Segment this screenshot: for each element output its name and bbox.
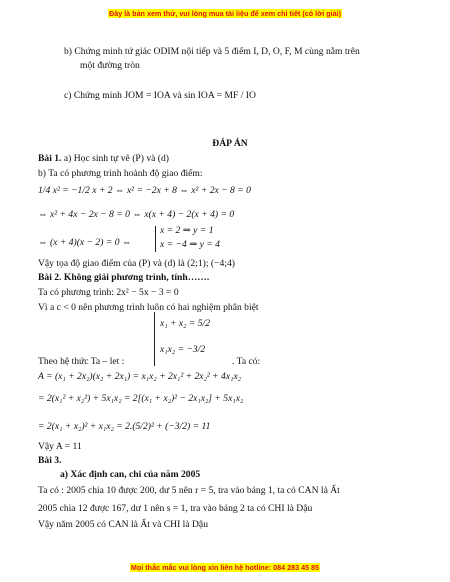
vieta-product: x₁x₂ = −3/2 xyxy=(160,344,206,355)
vieta-bracket xyxy=(154,312,155,366)
bai3-line3: Vậy năm 2005 có CAN là Ất và CHI là Dậu xyxy=(38,519,208,530)
bai1-title: Bài 1. xyxy=(38,153,62,164)
vieta-intro: Theo hệ thức Ta – let : xyxy=(38,356,125,367)
bai1-part-b: b) Ta có phương trình hoành độ giao điểm: xyxy=(38,168,203,179)
bai1-eq1: 1/4 x² = −1/2 x + 2 ⇔ x² = −2x + 8 ⇔ x² + 2x − 8 = 0 xyxy=(38,185,251,196)
question-c-line: c) Chứng minh JOM = IOA và sin IOA = MF / IO xyxy=(64,90,256,101)
bai3-line1: Ta có : 2005 chia 10 được 200, dư 5 nên r = 5, tra vào bảng 1, ta có CAN là Ất xyxy=(38,485,340,496)
bai2-equation: Ta có phương trình: 2x² − 5x − 3 = 0 xyxy=(38,287,179,298)
bai1-case1: x = 2 ⇒ y = 1 xyxy=(160,225,214,236)
bai3-line2: 2005 chia 12 được 167, dư 1 nên s = 1, tra vào bảng 2 ta có CHI là Dậu xyxy=(38,503,313,514)
bai2-A-line1: A = (x₁ + 2x₂)(x₂ + 2x₁) = x₁x₂ + 2x₁² + 2x₂² + 4x₁x₂ xyxy=(38,371,242,382)
bai2-result: Vậy A = 11 xyxy=(38,441,82,452)
question-b-line1: b) Chứng minh tứ giác ODIM nội tiếp và 5 điểm I, D, O, F, M cùng nằm trên xyxy=(64,46,360,57)
preview-banner: Đây là bản xem thử, vui lòng mua tài liệu để xem chi tiết (có lời giải) xyxy=(109,9,341,18)
bai2-A-line2: = 2(x₁² + x₂²) + 5x₁x₂ = 2[(x₁ + x₂)² − 2x₁x₂] + 5x₁x₂ xyxy=(38,393,244,404)
bai2-A-line3: = 2(x₁ + x₂)² + x₁x₂ = 2.(5/2)² + (−3/2) = 11 xyxy=(38,421,211,432)
bai2-title: Bài 2. Không giải phương trình, tính……. xyxy=(38,272,210,283)
bai1-case-bracket xyxy=(155,226,156,252)
hotline-banner: Mọi thắc mắc vui lòng xin liên hệ hotline: 084 283 45 85 xyxy=(130,563,320,572)
bai3-part-a: a) Xác định can, chi của năm 2005 xyxy=(60,469,201,480)
answer-heading: ĐÁP ÁN xyxy=(212,138,248,149)
question-b-line2: một đường tròn xyxy=(80,60,140,71)
vieta-sum: x₁ + x₂ = 5/2 xyxy=(160,318,210,329)
vieta-tail: . Ta có: xyxy=(232,356,261,367)
bai2-discriminant-note: Vì a c < 0 nên phương trình luôn có hai nghiệm phân biệt xyxy=(38,302,259,313)
bai1-eq3-left: ⇔ (x + 4)(x − 2) = 0 ⇔ xyxy=(38,237,132,248)
bai1-header xyxy=(38,153,169,164)
bai1-eq2: ⇔ x² + 4x − 2x − 8 = 0 ⇔ x(x + 4) − 2(x + 4) = 0 xyxy=(38,209,235,220)
bai1-result: Vậy tọa độ giao điểm của (P) và (d) là (2;1); (−4;4) xyxy=(38,258,235,269)
bai1-case2: x = −4 ⇒ y = 4 xyxy=(160,239,220,250)
bai3-title: Bài 3. xyxy=(38,455,62,466)
bai1-part-a: a) Học sinh tự vẽ (P) và (d) xyxy=(63,153,169,164)
